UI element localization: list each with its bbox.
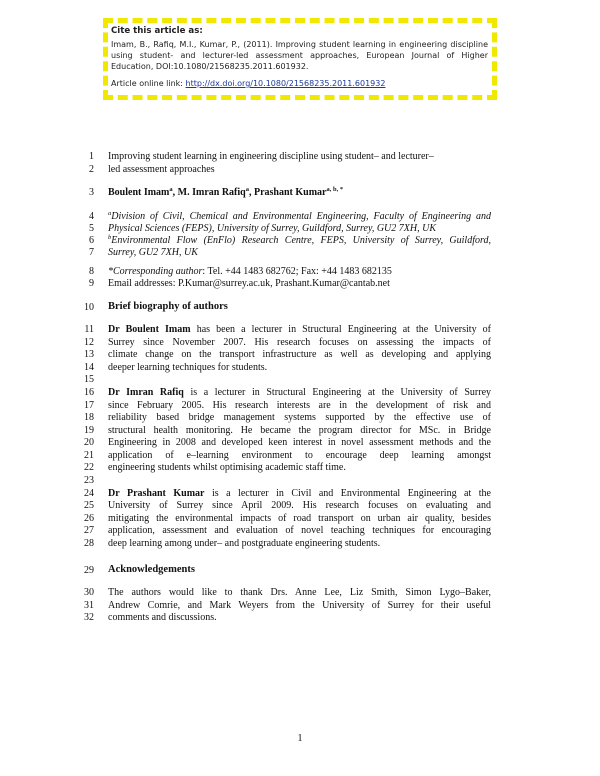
line-number: 1 xyxy=(89,151,94,162)
bio-text: is a lecturer in Structural Engineering at the University of Surrey xyxy=(183,387,492,398)
affiliation-b-line-1 xyxy=(108,235,491,247)
acknowledgement-line: Andrew Comrie, and Mark Weyers from the University of Surrey for their useful xyxy=(108,600,491,611)
line-number: 14 xyxy=(84,362,94,373)
line-number: 25 xyxy=(84,500,94,511)
line-number: 10 xyxy=(84,302,94,313)
line-number: 29 xyxy=(84,565,94,576)
line-number: 13 xyxy=(84,349,94,360)
citation-box xyxy=(103,18,497,100)
email-addresses: Email addresses: P.Kumar@surrey.ac.uk, Prashant.Kumar@cantab.net xyxy=(108,278,390,289)
bio-author-name: Dr Boulent Imam xyxy=(108,324,191,335)
line-number: 2 xyxy=(89,164,94,175)
bio-rafiq-line: Engineering in 2008 and developed keen interest in novel assessment methods and the xyxy=(108,437,491,448)
bio-imam-line xyxy=(108,324,491,336)
line-number: 17 xyxy=(84,400,94,411)
bio-author-name: Dr Prashant Kumar xyxy=(108,488,205,499)
bio-imam-line: climate change on the transport infrastructure as well as developing and applying xyxy=(108,349,491,360)
affiliation-text: Division of Civil, Chemical and Environmental Engineering, Faculty of Engineering and xyxy=(111,211,491,222)
doi-link[interactable]: http://dx.doi.org/10.1080/21568235.2011.601932 xyxy=(185,79,386,88)
line-number: 15 xyxy=(84,374,94,385)
affiliation-mark: b xyxy=(108,234,112,241)
line-number: 22 xyxy=(84,462,94,473)
line-number: 23 xyxy=(84,475,94,486)
bio-kumar-line: mitigating the environmental impacts of road transport on urban air quality, besides xyxy=(108,513,491,524)
corresponding-author xyxy=(108,266,491,278)
bio-rafiq-line: structural health monitoring. He became the program director for MSc. in Bridge xyxy=(108,425,491,436)
page-number: 1 xyxy=(297,733,303,744)
author-list xyxy=(108,187,491,199)
line-number: 21 xyxy=(84,450,94,461)
line-number: 20 xyxy=(84,437,94,448)
affiliation-a-line-2: Physical Sciences (FEPS), University of Surrey, Guildford, Surrey, GU2 7XH, UK xyxy=(108,223,436,234)
affiliation-b-line-2: Surrey, GU2 7XH, UK xyxy=(108,247,198,258)
line-number: 9 xyxy=(89,278,94,289)
bio-kumar-line: application, assessment and evaluation of novel teaching techniques for encouraging xyxy=(108,525,491,536)
line-number: 5 xyxy=(89,223,94,234)
citation-link-prefix: Article online link: xyxy=(111,79,186,88)
line-number: 31 xyxy=(84,600,94,611)
affiliation-mark: a xyxy=(108,210,112,217)
section-heading-acknowledgements: Acknowledgements xyxy=(108,564,195,575)
bio-kumar-line: deep learning among under– and postgraduate engineering students. xyxy=(108,538,381,549)
line-number: 11 xyxy=(84,324,94,335)
bio-text: has been a lecturer in Structural Engineering at the University of xyxy=(190,324,491,335)
paper-title-line-1: Improving student learning in engineering discipline using student– and lecturer– xyxy=(108,151,434,162)
line-number: 4 xyxy=(89,211,94,222)
bio-rafiq-line: engineering students whilst optimising academic staff time. xyxy=(108,462,346,473)
bio-rafiq-line: reliability based bridge management systems supported by the effective use of xyxy=(108,412,491,423)
citation-heading: Cite this article as: xyxy=(111,26,203,36)
line-number: 28 xyxy=(84,538,94,549)
line-number: 3 xyxy=(89,187,94,198)
bio-kumar-line xyxy=(108,488,491,500)
bio-kumar-line: University of Surrey since April 2009. His research focuses on evaluating and xyxy=(108,500,491,511)
bio-rafiq-line: application of e–learning environment to encourage deep learning amongst xyxy=(108,450,491,461)
affiliation-mark: a xyxy=(169,186,173,193)
line-number: 32 xyxy=(84,612,94,623)
corresponding-label: *Corresponding author xyxy=(108,266,203,277)
line-number: 27 xyxy=(84,525,94,536)
author-name: , M. Imran Rafiq xyxy=(172,187,246,198)
bio-imam-line: Surrey since November 2007. His research focuses on assessing the impacts of xyxy=(108,337,491,348)
bio-imam-line: deeper learning techniques for students. xyxy=(108,362,268,373)
bio-author-name: Dr Imran Rafiq xyxy=(108,387,184,398)
citation-reference: Imam, B., Rafiq, M.I., Kumar, P., (2011). Improving student learning in engineering discipline using student- and lecturer-led assessment approaches, European Journal of Higher Education, DOI:10.1080/21568235.2011.601932. xyxy=(111,40,488,71)
acknowledgement-line: comments and discussions. xyxy=(108,612,217,623)
line-number: 19 xyxy=(84,425,94,436)
line-number: 7 xyxy=(89,247,94,258)
acknowledgement-line: The authors would like to thank Drs. Anne Lee, Liz Smith, Simon Lygo–Baker, xyxy=(108,587,491,598)
line-number: 16 xyxy=(84,387,94,398)
line-number: 12 xyxy=(84,337,94,348)
line-number: 6 xyxy=(89,235,94,246)
line-number: 8 xyxy=(89,266,94,277)
bio-text: is a lecturer in Civil and Environmental Engineering at the xyxy=(204,488,491,499)
section-heading-biography: Brief biography of authors xyxy=(108,301,228,312)
line-number: 18 xyxy=(84,412,94,423)
citation-link-row xyxy=(111,78,488,89)
affiliation-text: Environmental Flow (EnFlo) Research Centre, FEPS, University of Surrey, Guildford, xyxy=(111,235,491,246)
line-number: 30 xyxy=(84,587,94,598)
author-name: , Prashant Kumar xyxy=(248,187,327,198)
line-number: 24 xyxy=(84,488,94,499)
bio-rafiq-line xyxy=(108,387,491,399)
paper-title-line-2: led assessment approaches xyxy=(108,164,215,175)
contact-numbers: : Tel. +44 1483 682762; Fax: +44 1483 682135 xyxy=(202,266,392,277)
author-name: Boulent Imam xyxy=(108,187,170,198)
affiliation-a-line-1 xyxy=(108,211,491,223)
line-number: 26 xyxy=(84,513,94,524)
affiliation-mark: a xyxy=(245,186,249,193)
bio-rafiq-line: since February 2005. His research interests are in the development of risk and xyxy=(108,400,491,411)
affiliation-mark: a, b, * xyxy=(326,186,344,193)
